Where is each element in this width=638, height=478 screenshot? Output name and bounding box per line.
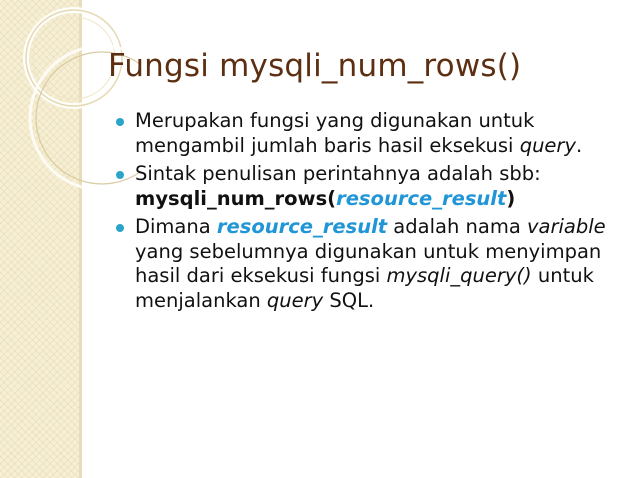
bullet-text: untuk menjalankan xyxy=(135,264,594,312)
italic-term: mysqli_query() xyxy=(386,264,532,287)
bullet-icon xyxy=(116,118,124,126)
bullet-item xyxy=(116,162,626,211)
bullet-item xyxy=(116,109,626,158)
bullet-text: yang sebelumnya digunakan untuk menyimpan hasil dari eksekusi fungsi xyxy=(135,239,602,287)
highlight-term: resource_result xyxy=(216,215,388,238)
bullet-item xyxy=(116,215,626,313)
bullet-text: adalah nama xyxy=(387,215,527,238)
bullet-text: SQL. xyxy=(323,288,375,312)
code-parameter: resource_result xyxy=(336,186,507,210)
bullet-text: Sintak penulisan perintahnya adalah sbb: xyxy=(135,162,541,185)
italic-term: query xyxy=(519,133,576,157)
code-function: mysqli_num_rows( xyxy=(135,186,337,210)
bullet-text: Dimana xyxy=(135,215,217,238)
italic-term: variable xyxy=(526,215,606,238)
slide-title: Fungsi mysqli_num_rows() xyxy=(108,48,522,84)
italic-term: query xyxy=(266,288,324,312)
bullet-text: Merupakan fungsi yang digunakan untuk mengambil jumlah baris hasil eksekusi xyxy=(135,109,535,157)
bullet-icon xyxy=(116,171,124,179)
bullet-icon xyxy=(116,224,124,232)
bullet-text: . xyxy=(575,133,583,157)
bullet-list xyxy=(116,109,626,317)
code-close: ) xyxy=(506,186,516,210)
